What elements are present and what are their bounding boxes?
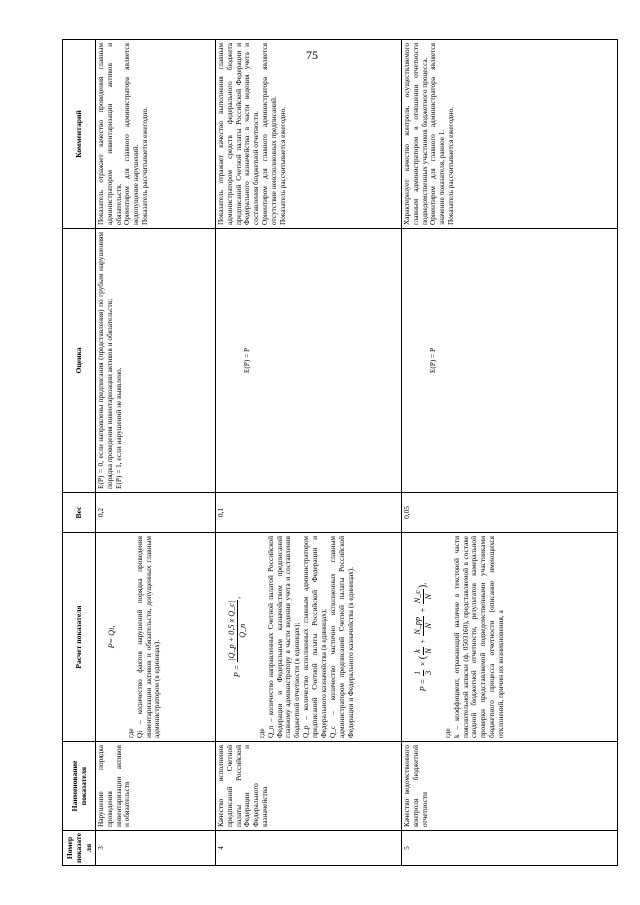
calculation-cell: [95, 533, 215, 742]
rotated-table-container: [62, 40, 608, 866]
indicator-name: Нарушение порядка проведения инвентаризации активов и обязательств: [95, 742, 215, 831]
header-num: Номер показателя: [63, 831, 96, 866]
definition-qp: Q_p – количество исполненных главным администратором предписаний Счетной палаты Российской Федерации и Федерального казначейства (в единицах);: [301, 536, 328, 738]
comment-line: Показатель рассчитывается ежегодно.: [277, 107, 287, 225]
formula-denominator: Q_n: [237, 623, 247, 638]
definition-qn: Q_n – количество направленных Счетной палатой Российской Федерации и Федеральным казначейством предписаний главному администратору в части ведения учета и составления бюджетной отчетности (в единицах);: [265, 536, 302, 738]
weight-value: 0,2: [95, 493, 215, 533]
term-k: k: [412, 649, 422, 653]
formula-numerator: |Q_p + 0,5 x Q_c|: [226, 600, 236, 661]
row-number: 5: [401, 831, 617, 866]
indicators-table: [62, 39, 618, 866]
header-name: Наименование показателя: [63, 742, 96, 831]
term-nc: N_c: [412, 590, 422, 604]
where-label: где: [256, 728, 266, 738]
estimate-line: Е(Р) = 1, если нарушений не выявлено.: [113, 367, 123, 489]
comment-line: Характеризует качество контроля, осуществляемого главным администратором в отношении отчетности подведомственных участников бюджетного процесса.: [401, 43, 429, 225]
comment-line: Показатель рассчитывается ежегодно.: [446, 107, 456, 225]
comment-cell: [95, 40, 215, 229]
definition-qi: Qi – количество фактов нарушений порядка проведения инвентаризации активов и обязательств, допущенных главным администратором (в единицах).: [134, 536, 162, 738]
formula: P = |Q_p + 0,5 x Q_c| Q_n ,: [226, 596, 247, 678]
comment-line: Ориентиром для главного администратора является недопущение нарушений.: [122, 43, 141, 225]
header-calc: Расчет показателя: [63, 533, 96, 742]
term-n2: N: [423, 623, 433, 629]
comment-cell: [215, 40, 401, 229]
where-label: где: [442, 728, 452, 738]
term-n1: N: [423, 648, 433, 654]
definition-qc: Q_c – количество частично исполненных главным администратором предписаний Счетной палаты Российской Федерации и Федерального казначейства (в единицах).: [327, 536, 355, 738]
header-estimate: Оценка: [63, 229, 96, 493]
indicator-name: Качество исполнения предписаний Счетной палаты Российской Федерации и Федерального казначейства: [215, 742, 401, 831]
comment-line: Показатель отражает качество проведения главным администратором инвентаризации активов и обязательств.: [95, 43, 123, 225]
indicator-name: Качество ведомственного контроля бюджетной отчетности: [401, 742, 617, 831]
formula: P = 1 3 × ( k N + N_pp N + N_c N ),: [412, 582, 433, 692]
header-comment: Комментарий: [63, 40, 96, 229]
weight-value: 0,05: [401, 493, 617, 533]
estimate-formula: Е(Р) = Р: [241, 347, 251, 374]
comment-line: Показатель рассчитывается ежегодно.: [140, 107, 150, 225]
definition-k: k – коэффициент, отражающий наличие в текстовой части пояснительной записки (ф. 0503160), представляемой в составе сводной бюджетной отчетности, результатов камеральной проверки представляемой подведомственными участниками бюджетного процесса отчетности (описание имеющихся отклонений, причин их возникновения, а: [451, 536, 506, 738]
formula: P= Qi,: [106, 625, 116, 649]
term-npp: N_pp: [412, 616, 422, 635]
estimate-line: Е(Р) = 0, если направлены предписания (представления) по грубым нарушениям порядка проведения инвентаризации активов и обязательств;: [95, 232, 114, 489]
calculation-cell: [401, 533, 617, 742]
comment-cell: [401, 40, 617, 229]
estimate-cell: [215, 229, 401, 493]
page-number: 75: [306, 48, 318, 62]
where-label: где: [125, 728, 135, 738]
term-n3: N: [423, 593, 433, 600]
comment-line: Ориентиром для главного администратора является значение показателя, равное 1.: [428, 43, 447, 225]
table-row: [215, 40, 401, 866]
comment-line: Показатель отражает качество выполнения главным администратором средств федерального бюджета предписаний Счетной палаты Российской Федерации и Федерального казначейства в части ведения учета и составления бюджетной отчетности.: [215, 43, 261, 225]
table-row: [95, 40, 215, 866]
estimate-formula: Е(Р) = Р: [427, 347, 437, 374]
table-row: [401, 40, 617, 866]
weight-value: 0,1: [215, 493, 401, 533]
row-number: 3: [95, 831, 215, 866]
comment-line: Ориентиром для главного администратора является отсутствие неисполненных предписаний.: [260, 43, 279, 225]
estimate-cell: [95, 229, 215, 493]
table-header-row: [63, 40, 96, 866]
row-number: 4: [215, 831, 401, 866]
header-weight: Вес: [63, 493, 96, 533]
calculation-cell: [215, 533, 401, 742]
estimate-cell: [401, 229, 617, 493]
